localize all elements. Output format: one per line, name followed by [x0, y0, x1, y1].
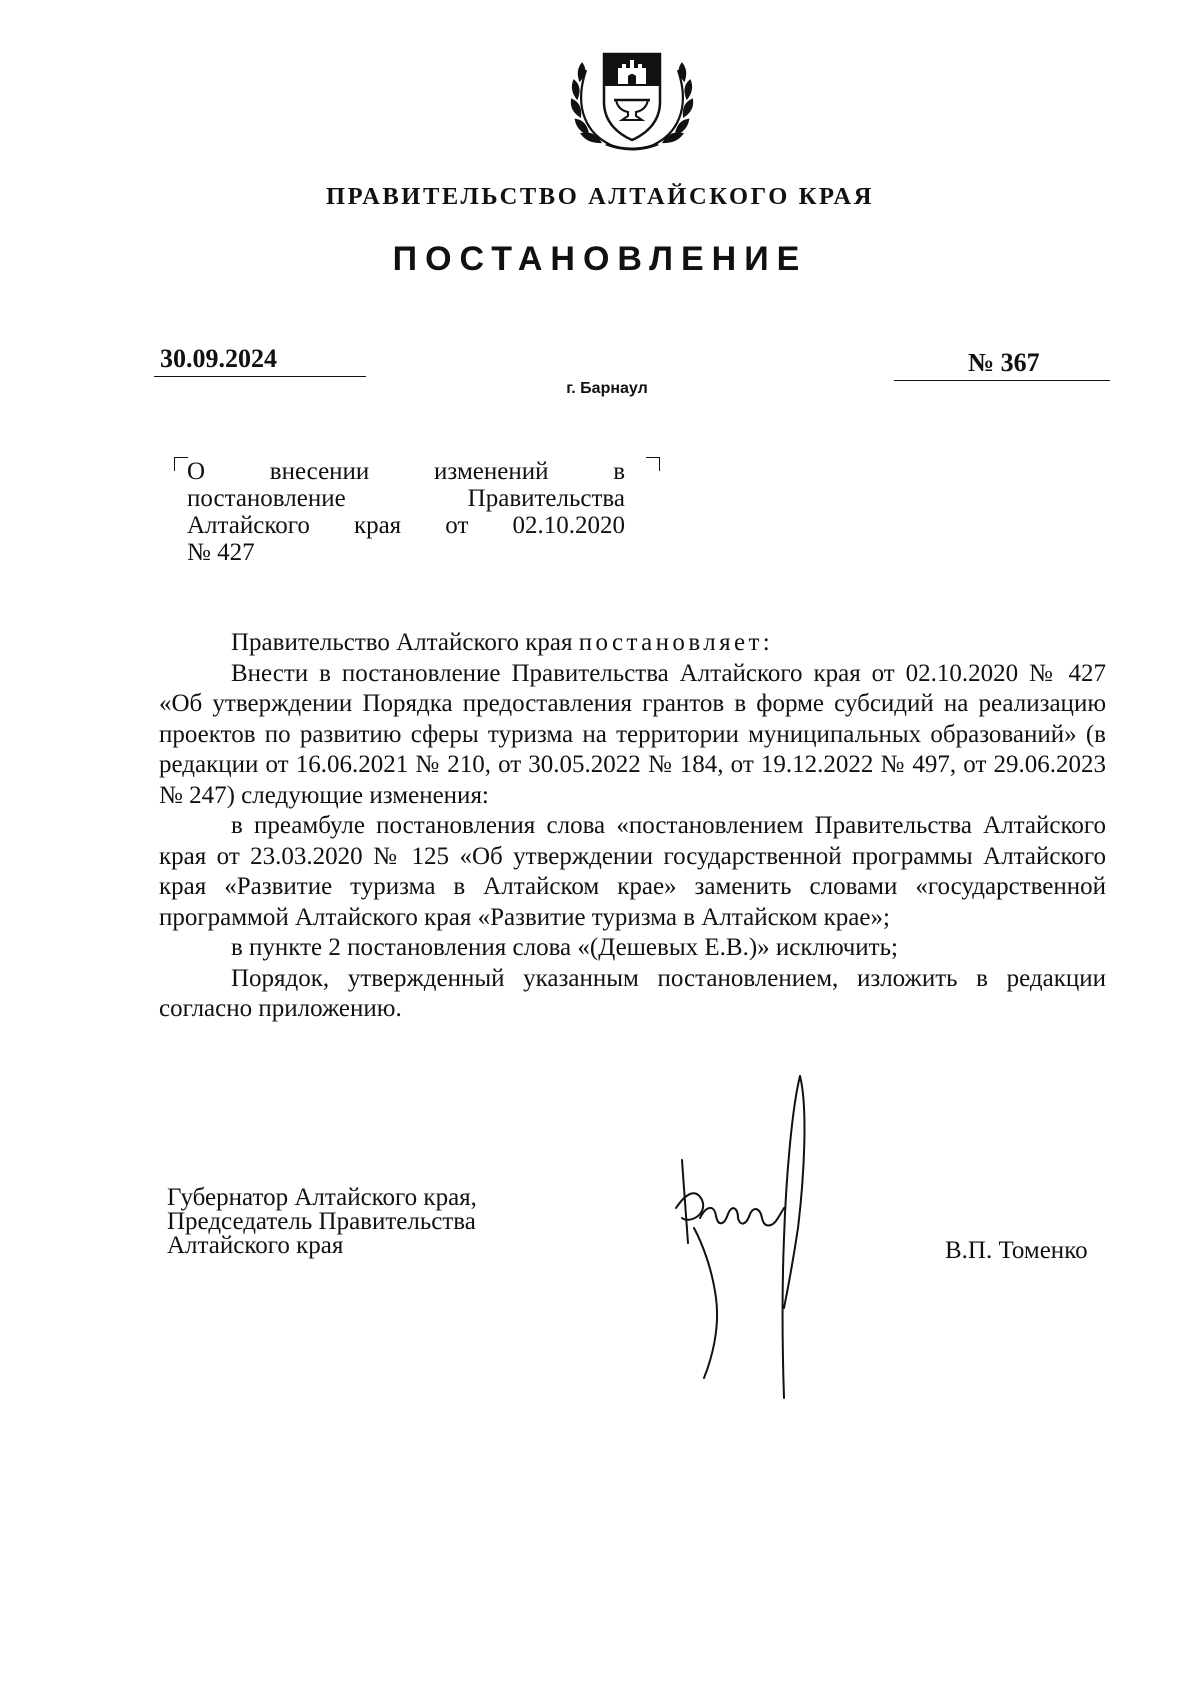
preamble-text: Правительство Алтайского края: [231, 629, 579, 656]
signatory-name: В.П. Томенко: [945, 1237, 1088, 1264]
body-paragraph: в пункте 2 постановления слова «(Дешевых Е.В.)» исключить;: [231, 934, 898, 961]
position-line: Председатель Правительства: [167, 1208, 476, 1235]
handwritten-signature-icon: [672, 1068, 822, 1408]
subject-line: О внесении изменений в: [187, 458, 625, 485]
preamble-colon: :: [762, 629, 770, 656]
document-subject: [187, 458, 625, 566]
document-city: г. Барнаул: [566, 380, 648, 397]
document-number: № 367: [968, 348, 1040, 377]
subject-corner-left: [174, 457, 188, 471]
position-line: Алтайского края: [167, 1232, 344, 1259]
preamble-verb: постановляет: [578, 629, 763, 656]
altai-krai-coat-of-arms-icon: [566, 36, 698, 154]
subject-line: постановление Правительства: [187, 485, 625, 512]
signatory-position: [167, 1186, 477, 1258]
subject-line: № 427: [187, 539, 255, 566]
subject-line: Алтайского края от 02.10.2020: [187, 512, 625, 539]
body-paragraph: в преамбуле постановления слова «постановлением Правительства Алтайского края от 23.03.2020 № 125 «Об утверждении государственной программы Алтайского края «Развитие туризма в Алтайском крае» заменить словами «государственной программой Алтайского края «Развитие туризма в Алтайском крае»;: [159, 812, 1106, 931]
subject-corner-right: [646, 457, 660, 471]
body-paragraph: Порядок, утвержденный указанным постановлением, изложить в редакции согласно приложению.: [159, 964, 1106, 1022]
government-name: ПРАВИТЕЛЬСТВО АЛТАЙСКОГО КРАЯ: [325, 183, 874, 210]
document-body: [159, 628, 1106, 1025]
date-underline: [154, 376, 366, 377]
document-date: 30.09.2024: [160, 344, 277, 373]
document-type: ПОСТАНОВЛЕНИЕ: [392, 240, 808, 278]
preamble: [159, 628, 1106, 659]
position-line: Губернатор Алтайского края,: [167, 1184, 477, 1211]
body-paragraph: Внести в постановление Правительства Алтайского края от 02.10.2020 № 427 «Об утверждении Порядка предоставления грантов в форме субсидий на реализацию проектов по развитию сферы туризма на территории муниципальных образований» (в редакции от 16.06.2021 № 210, от 30.05.2022 № 184, от 19.12.2022 № 497, от 29.06.2023 № 247) следующие изменения:: [159, 659, 1106, 809]
